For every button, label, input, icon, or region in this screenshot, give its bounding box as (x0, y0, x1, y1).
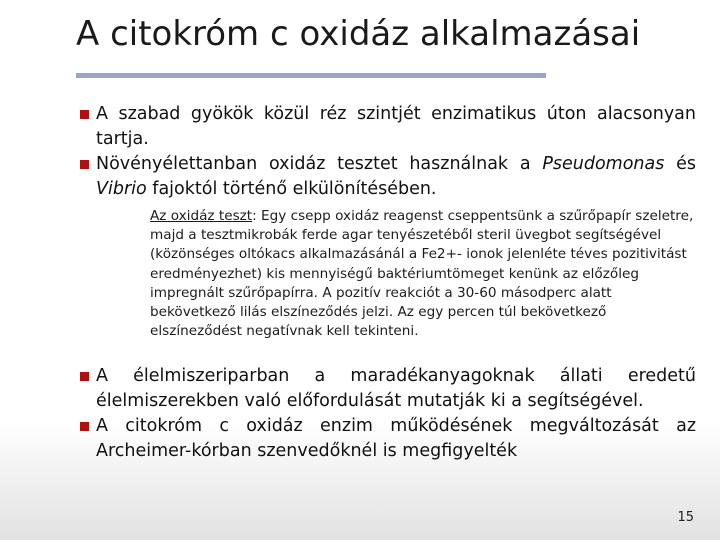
bullet-item (76, 364, 696, 414)
oxidase-test-note (150, 207, 696, 341)
square-bullet-icon (80, 422, 89, 431)
bullet-text-before: Növényélettanban oxidáz tesztet használnak a (96, 154, 543, 174)
square-bullet-icon (80, 372, 89, 381)
bullet-text-mid: és (664, 154, 696, 174)
slide-title: A citokróm c oxidáz alkalmazásai (76, 14, 641, 54)
genus-pseudomonas: Pseudomonas (542, 154, 665, 174)
bullet-text: A élelmiszeriparban a maradékanyagoknak állati eredetű élelmiszerekben való előfordulását mutatják ki a segítségével. (96, 366, 696, 411)
note-text: : Egy csepp oxidáz reagenst cseppentsünk a szűrőpapír szeletre, majd a tesztmikrobák ferde agar tenyészetéből steril üvegbot segítségével (közönséges oltókacs alkalmazásánál a Fe2+- ionok jelenléte téves pozitivitást eredményezhet) kis mennyiségű baktériumtömeget kenünk az előzőleg impregnált szűrőpapírra. A pozitív reakciót a 30-60 másodperc alatt bekövetkező lilás elszíneződés jelzi. Az egy percen túl bekövetkező elszíneződést negatívnak kell tekinteni. (150, 208, 694, 340)
bullet-item (76, 152, 696, 202)
bullet-item (76, 414, 696, 464)
bullet-text-after: fajoktól történő elkülönítésében. (146, 179, 437, 199)
title-underline (76, 73, 546, 78)
bullet-text: A citokróm c oxidáz enzim működésének megváltozását az Archeimer-kórban szenvedőknél is megfigyelték (96, 416, 696, 461)
bottom-bullet-list (76, 364, 696, 464)
note-label: Az oxidáz teszt (150, 208, 253, 224)
bullet-item (76, 102, 696, 152)
bullet-text: A szabad gyökök közül réz szintjét enzimatikus úton alacsonyan tartja. (96, 104, 696, 149)
top-bullet-list (76, 102, 696, 202)
genus-vibrio: Vibrio (96, 179, 147, 199)
page-number: 15 (677, 510, 694, 525)
square-bullet-icon (80, 110, 89, 119)
square-bullet-icon (80, 160, 89, 169)
